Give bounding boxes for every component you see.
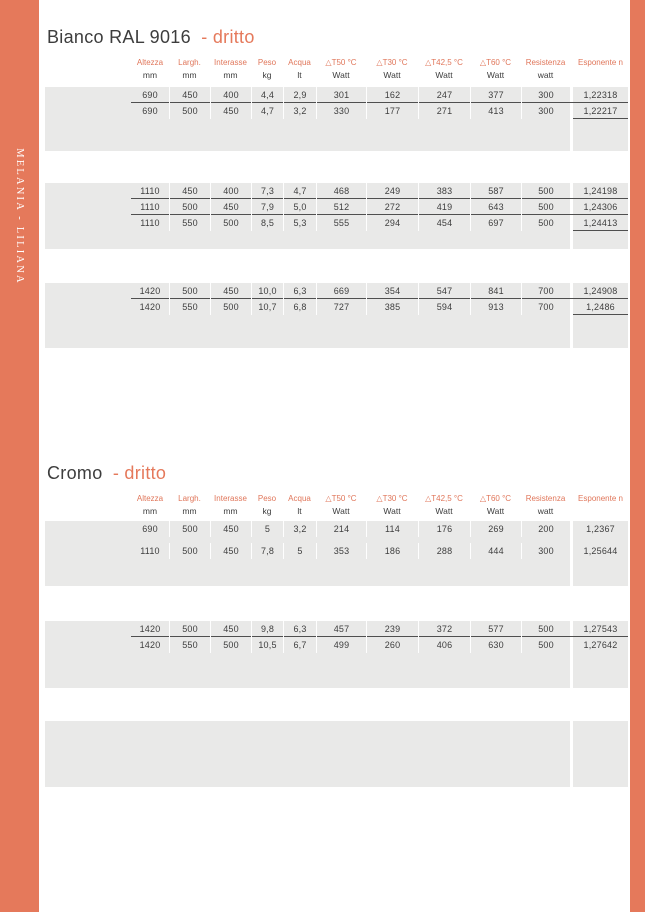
column-header-t60 [470,57,521,81]
table-cell-t60: 587 [470,183,521,199]
table-cell-acqua: 6,3 [283,621,316,637]
header-label: Esponente n [578,58,623,67]
table-cell-altezza: 1110 [140,218,160,228]
header-label: Interasse [214,494,247,503]
table-cell-interasse: 450 [210,199,251,215]
table-row [45,283,628,299]
table-cell-t60: 643 [470,199,521,215]
table-cell-altezza: 1420 [139,302,161,312]
table-cell-altezza: 1420 [139,640,161,650]
header-label: △T50 °C [325,494,357,503]
table-cell-interasse: 400 [210,183,251,199]
table-cell-t50: 330 [316,103,366,119]
table-cell-peso: 10,7 [251,299,283,315]
header-label: △T50 °C [325,58,357,67]
row-spacer [45,103,131,119]
table-cell-t425: 406 [418,637,470,653]
column-header-peso [251,57,283,81]
table-cell-peso: 10,5 [251,637,283,653]
table-band-cromo-empty [45,721,628,787]
header-unit: Watt [383,506,401,516]
table-cell-t425: 271 [418,103,470,119]
header-unit: Watt [486,506,505,516]
header-label: Altezza [136,494,164,503]
header-label: Altezza [136,58,164,67]
table-cell-interasse: 500 [210,215,251,231]
header-unit: Watt [435,70,453,80]
header-label: Largh. [178,494,201,503]
spine [0,147,39,285]
table-cell-peso: 7,9 [251,199,283,215]
section-title-accent: - dritto [201,27,255,47]
row-spacer [45,299,131,315]
table-cell-t50: 512 [316,199,366,215]
table-cell-interasse: 450 [210,621,251,637]
section-title-accent: - dritto [112,463,167,483]
table-cell-t425: 419 [418,199,470,215]
table-band-cromo-690-1110 [45,521,628,586]
table-cell-resistenza: 500 [521,199,570,215]
table-cell-interasse: 400 [210,87,251,103]
table-cell-largh: 450 [169,87,210,103]
column-header-t30 [366,493,418,517]
column-header-t50 [316,57,366,81]
header-unit: mm [182,506,197,516]
column-header-peso [251,493,283,517]
table-row [45,543,628,559]
table-cell-largh: 500 [169,521,210,537]
table-cell-t425: 547 [418,283,470,299]
table-cell-t50: 214 [316,521,366,537]
table-cell-t60: 269 [470,521,521,537]
row-spacer [45,199,131,215]
table-cell-peso: 4,7 [251,103,283,119]
table-band-bianco-1110 [45,183,628,249]
header-unit: Watt [383,70,401,80]
table-cell-acqua: 3,2 [283,103,316,119]
table-cell-peso: 8,5 [251,215,283,231]
column-header-interasse [210,57,251,81]
table-cell-resistenza: 700 [521,299,570,315]
row-spacer [45,87,131,103]
table-cell-interasse: 450 [210,103,251,119]
table-cell-resistenza: 500 [521,637,570,653]
table-row [45,87,628,103]
table-cell-largh: 450 [169,183,210,199]
table-cell-t425: 594 [418,299,470,315]
table-cell-t50: 457 [316,621,366,637]
table-cell-acqua: 6,3 [283,283,316,299]
table-cell-t425: 247 [418,87,470,103]
table-cell-acqua: 4,7 [283,183,316,199]
header-unit: watt [537,506,554,516]
table-cell-acqua: 6,8 [283,299,316,315]
column-header-resistenza [521,493,570,517]
table-cell-altezza: 1110 [131,183,169,199]
table-cell-t60: 630 [470,637,521,653]
table-cell-acqua: 5,3 [283,215,316,231]
header-unit: lt [297,506,302,516]
table-cell-t425: 176 [418,521,470,537]
table-row [45,637,628,653]
table-cell-t30: 385 [366,299,418,315]
table-cell-altezza: 690 [131,87,169,103]
section-title-bianco [47,27,255,48]
table-cell-acqua: 2,9 [283,87,316,103]
header-unit: mm [223,70,238,80]
table-cell-altezza: 1110 [140,546,160,556]
column-header-largh [169,493,210,517]
header-label: △T42,5 °C [425,58,463,67]
table-cell-t425: 288 [418,543,470,559]
column-header-altezza [131,493,169,517]
table-cell-largh: 500 [169,283,210,299]
table-cell-peso: 4,4 [251,87,283,103]
header-label: △T60 °C [479,58,512,67]
header-label: △T30 °C [376,494,408,503]
table-band-cromo-1420 [45,621,628,688]
table-cell-t425: 454 [418,215,470,231]
table-cell-t30: 260 [366,637,418,653]
table-cell-largh: 500 [169,543,210,559]
header-label: Acqua [288,494,311,503]
table-cell-altezza: 1420 [131,283,169,299]
header-label: Peso [257,494,277,503]
table-cell-t60: 913 [470,299,521,315]
header-unit: Watt [332,70,350,80]
header-label: Interasse [214,58,247,67]
column-header-t30 [366,57,418,81]
table-cell-largh: 500 [169,103,210,119]
header-label: Resistenza [525,58,566,67]
table-cell-altezza: 1420 [131,621,169,637]
table-cell-t30: 114 [366,521,418,537]
table-cell-altezza: 690 [142,524,158,534]
table-cell-interasse: 450 [210,543,251,559]
header-unit: mm [142,70,158,80]
column-header-t425 [418,493,470,517]
column-header-largh [169,57,210,81]
table-cell-resistenza: 300 [521,103,570,119]
table-cell-largh: 500 [169,199,210,215]
table-cell-interasse: 500 [210,299,251,315]
table-cell-t60: 377 [470,87,521,103]
header-unit: mm [223,506,238,516]
section-title-text: Bianco RAL 9016 [47,27,191,47]
table-cell-esponente: 1,27642 [583,640,618,650]
table-cell-esponente: 1,24413 [573,215,628,231]
table-cell-t30: 272 [366,199,418,215]
table-cell-resistenza: 300 [521,543,570,559]
table-cell-esponente: 1,25644 [583,546,618,556]
row-spacer [45,183,131,199]
table-cell-esponente: 1,24198 [573,183,628,199]
table-row [45,103,628,119]
table-cell-t50: 669 [316,283,366,299]
header-label: Peso [257,58,277,67]
table-cell-esponente: 1,27543 [573,621,628,637]
column-header-t60 [470,493,521,517]
header-unit: kg [262,70,272,80]
table-cell-acqua: 5,0 [283,199,316,215]
table-cell-peso: 7,3 [251,183,283,199]
row-spacer [45,543,131,559]
table-cell-t50: 353 [316,543,366,559]
row-spacer [45,283,131,299]
column-header-acqua [283,57,316,81]
row-spacer [45,215,131,231]
table-cell-esponente: 1,2367 [586,524,615,534]
table-cell-altezza: 690 [142,106,158,116]
table-cell-altezza: 1110 [131,199,169,215]
table-cell-t60: 577 [470,621,521,637]
header-unit: lt [297,70,302,80]
table-row [45,621,628,637]
table-cell-resistenza: 700 [521,283,570,299]
table-cell-t30: 162 [366,87,418,103]
table-cell-acqua: 5 [283,543,316,559]
table-cell-t60: 444 [470,543,521,559]
column-header-t425 [418,57,470,81]
spine-label: MELANIA - LILIANA [14,147,26,285]
header-unit: Watt [486,70,505,80]
table-cell-t60: 841 [470,283,521,299]
table-cell-peso: 5 [251,521,283,537]
table-cell-t60: 697 [470,215,521,231]
table-cell-resistenza: 500 [521,215,570,231]
table-row [45,215,628,231]
column-header-esponente [573,493,628,505]
column-header-altezza [131,57,169,81]
table-cell-resistenza: 300 [521,87,570,103]
header-label: △T42,5 °C [425,494,463,503]
table-cell-t425: 372 [418,621,470,637]
column-header-acqua [283,493,316,517]
header-unit: Watt [435,506,453,516]
table-cell-interasse: 450 [210,521,251,537]
header-unit: kg [262,506,272,516]
table-cell-largh: 550 [169,299,210,315]
right-margin-band [630,0,645,912]
table-cell-t30: 249 [366,183,418,199]
column-header-resistenza [521,57,570,81]
section-title-cromo [47,463,166,484]
table-cell-peso: 7,8 [251,543,283,559]
table-cell-resistenza: 500 [521,621,570,637]
table-cell-t60: 413 [470,103,521,119]
table-header-bianco [45,55,628,85]
table-cell-t50: 555 [316,215,366,231]
header-unit: mm [182,70,197,80]
table-cell-t30: 354 [366,283,418,299]
table-row [45,521,628,537]
table-cell-acqua: 6,7 [283,637,316,653]
left-margin-band [0,0,39,912]
table-cell-esponente: 1,24306 [573,199,628,215]
header-label: Acqua [288,58,311,67]
table-header-cromo [45,491,628,521]
table-cell-interasse: 450 [210,283,251,299]
table-cell-largh: 500 [169,621,210,637]
header-label: △T60 °C [479,494,512,503]
header-unit: watt [537,70,554,80]
table-cell-esponente: 1,22217 [573,103,628,119]
table-cell-esponente: 1,22318 [573,87,628,103]
header-label: Esponente n [578,494,623,503]
table-cell-resistenza: 500 [521,183,570,199]
row-spacer [45,621,131,637]
table-cell-peso: 10,0 [251,283,283,299]
column-header-interasse [210,493,251,517]
table-row [45,299,628,315]
table-cell-resistenza: 200 [521,521,570,537]
table-cell-t50: 301 [316,87,366,103]
row-spacer [45,521,131,537]
table-cell-t50: 727 [316,299,366,315]
table-cell-t30: 294 [366,215,418,231]
table-cell-t30: 186 [366,543,418,559]
header-unit: Watt [332,506,350,516]
table-cell-peso: 9,8 [251,621,283,637]
table-cell-esponente: 1,2486 [573,299,628,315]
table-row [45,183,628,199]
table-cell-acqua: 3,2 [283,521,316,537]
row-spacer [45,637,131,653]
column-header-esponente [573,57,628,69]
header-unit: mm [142,506,158,516]
header-label: △T30 °C [376,58,408,67]
table-cell-t30: 239 [366,621,418,637]
table-row [45,199,628,215]
table-cell-t30: 177 [366,103,418,119]
table-cell-largh: 550 [169,215,210,231]
table-cell-largh: 550 [169,637,210,653]
section-title-text: Cromo [47,463,103,483]
table-cell-t50: 499 [316,637,366,653]
header-label: Largh. [178,58,201,67]
table-cell-interasse: 500 [210,637,251,653]
table-cell-t50: 468 [316,183,366,199]
table-band-bianco-1420 [45,283,628,348]
table-cell-t425: 383 [418,183,470,199]
table-band-bianco-690 [45,87,628,151]
table-cell-esponente: 1,24908 [573,283,628,299]
header-label: Resistenza [525,494,566,503]
column-header-t50 [316,493,366,517]
